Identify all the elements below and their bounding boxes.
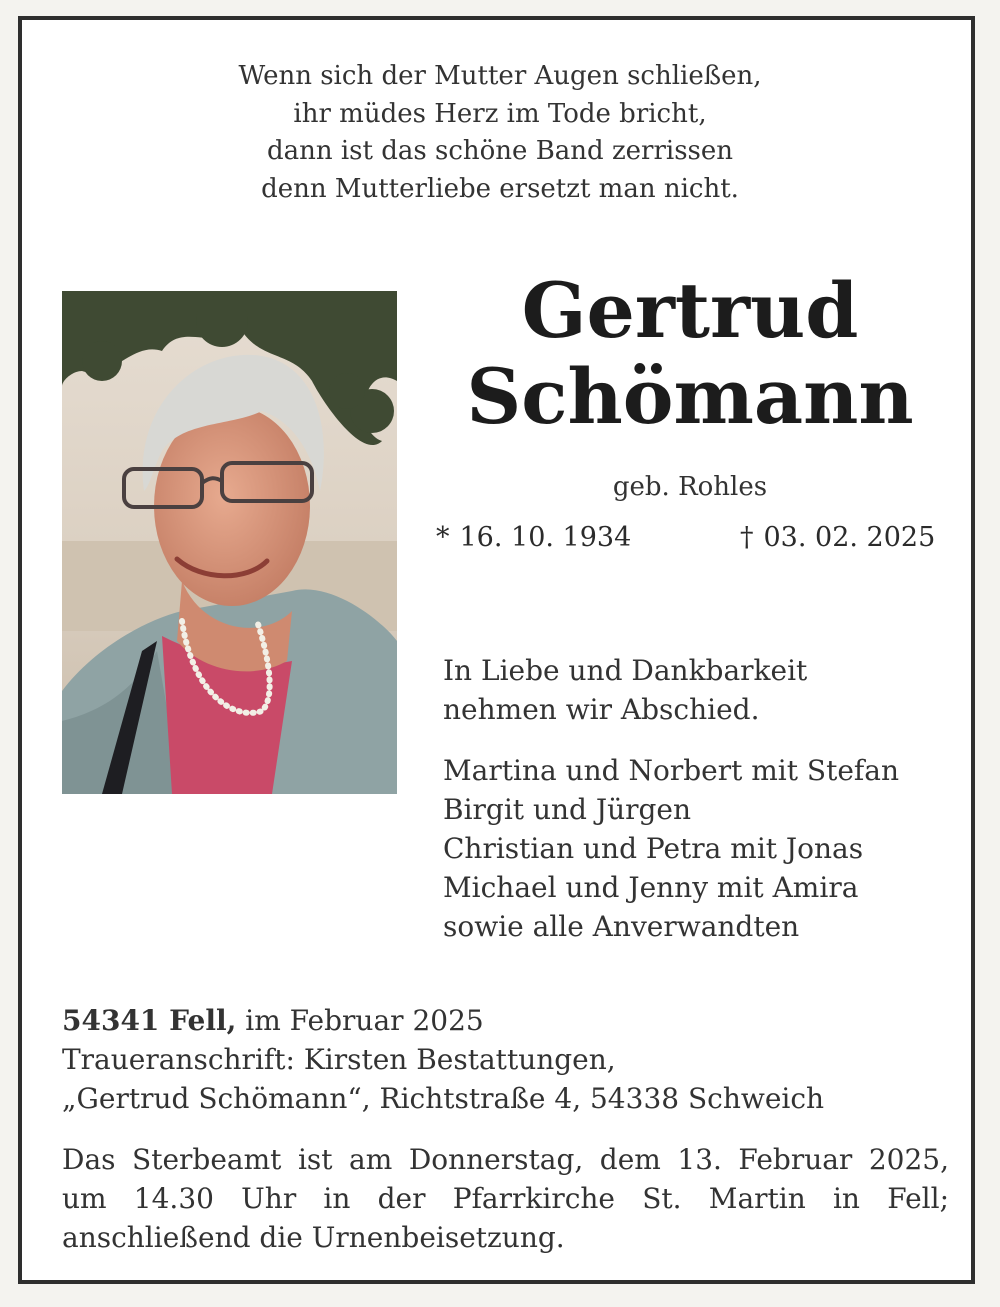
place: 54341 Fell,	[62, 1004, 237, 1037]
death-date-line	[740, 522, 935, 553]
deceased-name	[420, 268, 960, 440]
mourner-line: Birgit und Jürgen	[443, 793, 692, 826]
poem-line: dann ist das schöne Band zerrissen	[266, 136, 734, 166]
mourning-address	[62, 1001, 824, 1118]
death-symbol: †	[740, 522, 754, 553]
farewell-line: nehmen wir Abschied.	[443, 693, 760, 726]
address-line	[62, 1001, 824, 1040]
poem-line: denn Mutterliebe ersetzt man nicht.	[261, 173, 739, 204]
poem-line: ihr müdes Herz im Tode bricht,	[293, 98, 707, 129]
service-info	[62, 1140, 949, 1257]
mourner-line: Martina und Norbert mit Stefan	[443, 754, 899, 787]
mourner-line: Christian und Petra mit Jonas	[443, 832, 864, 865]
farewell-text	[443, 651, 807, 729]
birth-date-line	[436, 522, 631, 553]
address-line: Traueranschrift: Kirsten Bestattungen,	[62, 1043, 616, 1076]
death-date: 03. 02. 2025	[763, 522, 936, 553]
date-text: im Februar 2025	[236, 1004, 484, 1037]
service-line: um 14.30 Uhr in der Pfarrkirche St. Martin in Fell;	[62, 1182, 949, 1215]
mourners-list	[443, 751, 899, 946]
farewell-line: In Liebe und Dankbarkeit	[443, 654, 808, 687]
address-line: „Gertrud Schömann“, Richtstraße 4, 54338 Schweich	[62, 1082, 825, 1115]
last-name: Schömann	[466, 352, 914, 441]
portrait-photo	[62, 291, 397, 794]
mourner-line: Michael und Jenny mit Amira	[443, 871, 859, 904]
service-line: anschließend die Urnenbeisetzung.	[62, 1221, 565, 1254]
birth-date: 16. 10. 1934	[459, 522, 632, 553]
poem-line: Wenn sich der Mutter Augen schließen,	[238, 61, 762, 91]
birth-symbol: *	[436, 522, 450, 553]
poem	[0, 58, 1000, 208]
service-line: Das Sterbeamt ist am Donnerstag, dem 13. Februar 2025,	[62, 1143, 949, 1176]
mourner-line: sowie alle Anverwandten	[443, 910, 800, 943]
first-name: Gertrud	[521, 266, 859, 355]
born-name: geb. Rohles	[612, 472, 768, 502]
